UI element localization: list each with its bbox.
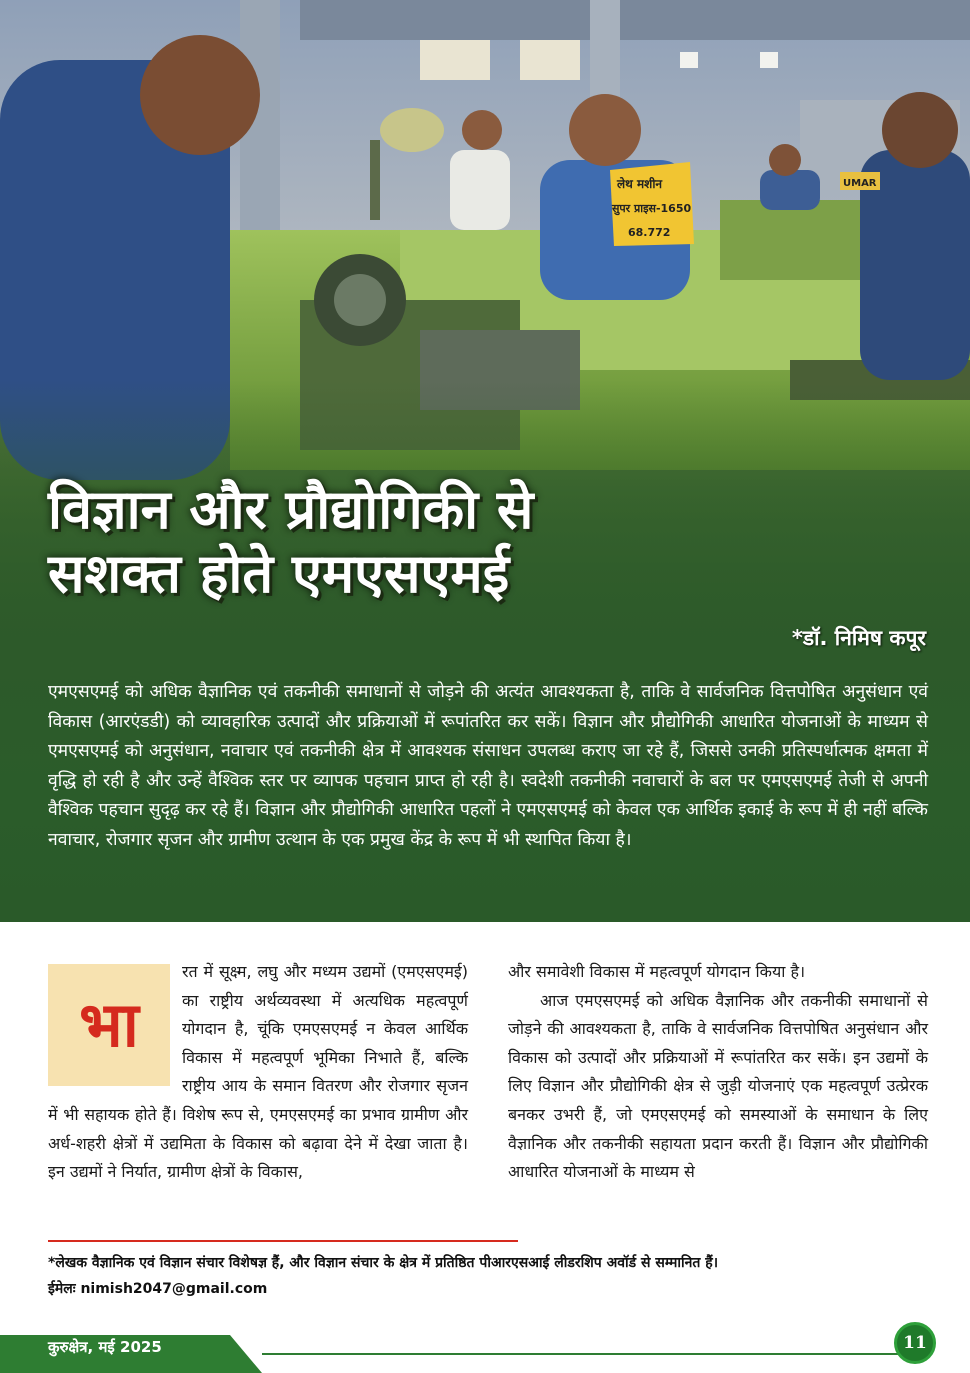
machine-sign [610,162,694,246]
title-line-1: विज्ञान और प्रौद्योगिकी से [48,478,534,541]
article-title [48,478,668,606]
footnote [48,1250,928,1302]
small-sign-text: UMAR [843,178,877,189]
left-column-text: रत में सूक्ष्म, लघु और मध्यम उद्यमों (एमएसएमई) का राष्ट्रीय अर्थव्यवस्था में अत्यधिक महत्वपूर्ण योगदान है, चूंकि एमएसएमई न केवल आर्थिक विकास में महत्वपूर्ण भूमिका निभाते हैं, बल्कि राष्ट्रीय आय के समान वितरण और रोजगार सृजन में भी सहायक होते हैं। विशेष रूप से, एमएसएमई का प्रभाव ग्रामीण और अर्ध-शहरी क्षेत्रों में उद्यमिता के विकास को बढ़ावा देने में देखा जाता है। इन उद्यमों ने निर्यात, ग्रामीण क्षेत्रों के विकास, [48,962,468,1182]
title-line-2: सशक्त होते एमएसएमई [48,542,510,605]
magazine-issue: कुरुक्षेत्र, मई 2025 [48,1338,162,1356]
drop-cap: भा [48,964,170,1086]
sign-line1: लेथ मशीन [617,177,663,191]
email-label: ईमेलः [48,1281,76,1297]
right-column-para-2: आज एमएसएमई को अधिक वैज्ञानिक और तकनीकी समाधानों से जोड़ने की आवश्यकता है, ताकि वे सार्वजनिक वित्तपोषित अनुसंधान और विकास को उत्पादों और प्रक्रियाओं में रूपांतरित कर सकें। इन उद्यमों के लिए विज्ञान और प्रौद्योगिकी क्षेत्र से जुड़ी योजनाएं एक महत्वपूर्ण उत्प्रेरक बनकर उभरी हैं, जो एमएसएमई को समस्याओं के समाधान के लिए वैज्ञानिक और तकनीकी सहायता प्रदान करती हैं। विज्ञान और प्रौद्योगिकी आधारित योजनाओं के माध्यम से [508,990,928,1182]
body-column-left [48,958,468,1187]
sign-line2: सुपर प्राइस-1650 [612,202,692,215]
right-column-para-1: और समावेशी विकास में महत्वपूर्ण योगदान किया है। [508,962,806,981]
email-link[interactable]: nimish2047@gmail.com [80,1281,268,1297]
footnote-divider [48,1240,518,1242]
abstract-panel [0,660,970,922]
page-number-badge: 11 [894,1322,936,1364]
sign-line3: 68.772 [628,226,671,239]
footnote-author-note: *लेखक वैज्ञानिक एवं विज्ञान संचार विशेषज्ञ हैं, और विज्ञान संचार के क्षेत्र में प्रतिष्ठित पीआरएसआई लीडरशिप अवॉर्ड से सम्मानित हैं। [48,1255,719,1271]
abstract-text: एमएसएमई को अधिक वैज्ञानिक एवं तकनीकी समाधानों से जोड़ने की अत्यंत आवश्यकता है, ताकि वे सार्वजनिक वित्तपोषित अनुसंधान एवं विकास (आरएंडडी) को व्यावहारिक उत्पादों और प्रक्रियाओं में रूपांतरित कर सकें। विज्ञान और प्रौद्योगिकी आधारित योजनाओं के माध्यम से एमएसएमई को अनुसंधान, नवाचार एवं तकनीकी क्षेत्र में आवश्यक संसाधन उपलब्ध कराए जा रहे हैं, जिससे उनकी प्रतिस्पर्धात्मक क्षमता में वृद्धि हो रही है और उन्हें वैश्विक स्तर पर व्यापक पहचान प्राप्त हो रही है। स्वदेशी तकनीकी नवाचारों के बल पर एमएसएमई तेजी से अपनी वैश्विक पहचान सुदृढ़ कर रहे हैं। विज्ञान और प्रौद्योगिकी आधारित पहलों ने एमएसएमई को केवल एक आर्थिक इकाई के रूप में ही नहीं बल्कि नवाचार, रोजगार सृजन और ग्रामीण उत्थान के एक प्रमुख केंद्र के रूप में भी स्थापित किया है। [48,682,928,850]
author-name: *डॉ. निमिष कपूर [791,626,926,650]
body-column-right [508,958,928,1187]
hero-photo [0,0,970,660]
footnote-email-line [48,1276,928,1302]
